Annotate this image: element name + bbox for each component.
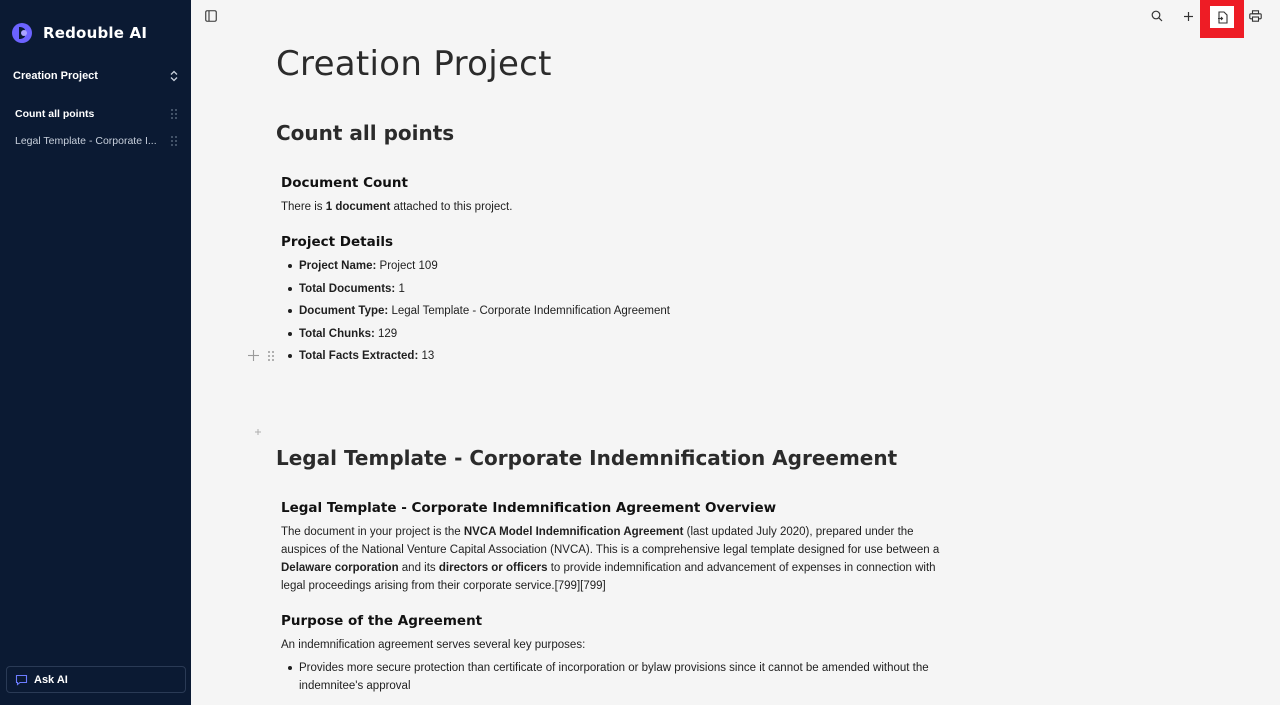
document-count-heading: Document Count (281, 175, 408, 191)
overview-heading: Legal Template - Corporate Indemnification Agreement Overview (281, 500, 777, 516)
drag-handle-icon (267, 351, 275, 361)
ask-ai-button[interactable] (6, 666, 186, 693)
app-name: Redouble AI (43, 24, 148, 42)
print-icon (1249, 10, 1262, 22)
sidebar-toggle-button[interactable] (201, 6, 221, 26)
add-block-button[interactable] (254, 423, 262, 441)
purpose-heading: Purpose of the Agreement (281, 613, 483, 629)
purpose-intro: An indemnification agreement serves several key purposes: (281, 639, 586, 651)
search-icon (1151, 10, 1163, 22)
project-selector[interactable] (13, 70, 179, 82)
redouble-logo-icon (11, 22, 33, 44)
search-button[interactable] (1147, 6, 1167, 26)
add-block-button[interactable] (247, 349, 260, 367)
list-item: Document Type: Legal Template - Corporate Indemnification Agreement (299, 302, 670, 325)
purpose-list (299, 659, 969, 695)
chevron-up-down-icon (169, 70, 179, 82)
overview-paragraph: The document in your project is the NVCA Model Indemnification Agreement (last updated July 2020), prepared under the auspices of the National Venture Capital Association (NVCA). This is a comprehensive legal template designed for use between a Delaware corporation and its directors or officers to provide indemnification and advancement of expenses in connection with legal proceedings arising from their corporate service.[799][799] (281, 526, 940, 592)
drag-handle-icon[interactable] (170, 109, 178, 119)
list-item: Project Name: Project 109 (299, 257, 670, 280)
project-details-list (299, 257, 670, 370)
export-document-button[interactable] (1212, 7, 1232, 27)
sidebar (0, 0, 191, 705)
plus-icon (1183, 11, 1194, 22)
sidebar-item-label: Count all points (15, 108, 95, 120)
sidebar-item-legal-template[interactable] (8, 130, 184, 152)
list-item: Total Chunks: 129 (299, 325, 670, 348)
block-drag-handle[interactable] (267, 351, 275, 361)
sidebar-item-label: Legal Template - Corporate I... (15, 135, 157, 147)
plus-icon (254, 428, 262, 436)
list-item: Total Documents: 1 (299, 280, 670, 303)
sidebar-item-count-all-points[interactable] (8, 103, 184, 125)
list-item: Total Facts Extracted: 13 (299, 347, 670, 370)
add-button[interactable] (1178, 6, 1198, 26)
ask-ai-label: Ask AI (34, 673, 68, 686)
export-document-icon (1217, 11, 1228, 24)
chat-bubble-icon (15, 674, 28, 686)
plus-icon (247, 349, 260, 362)
drag-handle-icon[interactable] (170, 136, 178, 146)
brand[interactable] (11, 22, 147, 44)
list-item: Provides more secure protection than certificate of incorporation or bylaw provisions since it cannot be amended without the indemnitee's approval (299, 659, 969, 695)
page-title: Creation Project (276, 44, 552, 84)
sidebar-toggle-icon (205, 10, 217, 22)
project-details-heading: Project Details (281, 234, 393, 250)
section-heading-legal-template: Legal Template - Corporate Indemnification Agreement (276, 446, 898, 470)
print-button[interactable] (1245, 6, 1265, 26)
project-selector-label: Creation Project (13, 70, 98, 82)
document-count-text: There is 1 document attached to this project. (281, 201, 513, 213)
section-heading-count-all-points: Count all points (276, 121, 455, 145)
